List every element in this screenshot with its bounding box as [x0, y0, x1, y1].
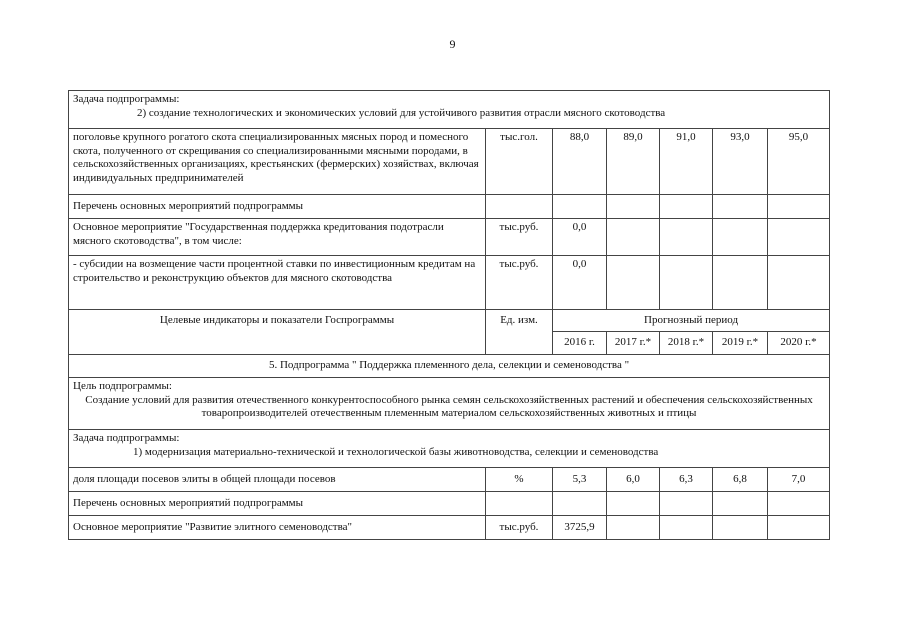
- header-row: [69, 310, 830, 332]
- goal-row: [69, 378, 830, 430]
- header-unit: Ед. изм.: [486, 310, 553, 355]
- measure-unit: тыс.руб.: [486, 516, 553, 540]
- task-row-2: [69, 430, 830, 468]
- indicator-unit: тыс.гол.: [486, 129, 553, 195]
- task-label: Задача подпрограммы:: [73, 432, 180, 444]
- measure-row-credit: [69, 219, 830, 256]
- measure-name: Основное мероприятие "Развитие элитного семеноводства": [69, 516, 486, 540]
- measure-unit: тыс.руб.: [486, 256, 553, 310]
- year-2019: 2019 г.*: [713, 332, 768, 355]
- task-text: 2) создание технологических и экономических условий для устойчивого развития отрасли мясного скотоводства: [137, 106, 666, 119]
- measures-title-row-2: [69, 492, 830, 516]
- measure-row-seed: [69, 516, 830, 540]
- indicator-row-cattle: [69, 129, 830, 195]
- indicator-unit: %: [486, 468, 553, 492]
- task-row-1: [69, 91, 830, 129]
- value-2016: 88,0: [553, 129, 607, 195]
- value-2020: 95,0: [768, 129, 830, 195]
- measures-title: Перечень основных мероприятий подпрограммы: [69, 195, 486, 219]
- task-text: 1) модернизация материально-технической и технологической базы животноводства, селекции и семеноводства: [133, 445, 659, 458]
- indicator-name: поголовье крупного рогатого скота специализированных мясных пород и помесного скота, полученного от скрещивания со специализированными мясными породами, в сельскохозяйственных организациях, крестьянских (фермерских) хозяйствах, включая индивидуальных предпринимателей: [69, 129, 486, 195]
- header-indicators: Целевые индикаторы и показатели Госпрограммы: [69, 310, 486, 355]
- value-2020: 7,0: [768, 468, 830, 492]
- measure-value: 0,0: [553, 219, 607, 256]
- subprogram-title-row: [69, 355, 830, 378]
- page-number: 9: [449, 37, 456, 51]
- measure-name: Основное мероприятие "Государственная поддержка кредитования подотрасли мясного скотоводства", в том числе:: [69, 219, 486, 256]
- subprogram-title: 5. Подпрограмма " Поддержка племенного дела, селекции и семеноводства ": [69, 355, 830, 378]
- indicator-row-elite: [69, 468, 830, 492]
- year-2018: 2018 г.*: [660, 332, 713, 355]
- goal-label: Цель подпрограммы:: [73, 380, 172, 392]
- year-2016: 2016 г.: [553, 332, 607, 355]
- year-2017: 2017 г.*: [607, 332, 660, 355]
- measure-value: 3725,9: [553, 516, 607, 540]
- value-2018: 6,3: [660, 468, 713, 492]
- value-2017: 89,0: [607, 129, 660, 195]
- measure-unit: тыс.руб.: [486, 219, 553, 256]
- measures-title-row: [69, 195, 830, 219]
- value-2016: 5,3: [553, 468, 607, 492]
- year-2020: 2020 г.*: [768, 332, 830, 355]
- value-2018: 91,0: [660, 129, 713, 195]
- program-table: [68, 90, 830, 540]
- measure-name: - субсидии на возмещение части процентной ставки по инвестиционным кредитам на строительство и реконструкцию объектов для мясного скотоводства: [69, 256, 486, 310]
- value-2019: 93,0: [713, 129, 768, 195]
- measure-row-subsidy: [69, 256, 830, 310]
- measures-title: Перечень основных мероприятий подпрограммы: [69, 492, 486, 516]
- measure-value: 0,0: [553, 256, 607, 310]
- task-label: Задача подпрограммы:: [73, 93, 180, 105]
- value-2019: 6,8: [713, 468, 768, 492]
- header-forecast: Прогнозный период: [553, 310, 830, 332]
- goal-text: Создание условий для развития отечественного конкурентоспособного рынка семян сельскохозяйственных растений и обеспечения сельскохозяйственных товаропроизводителей отечественным племенным материалом сельскохозяйственных животных и птицы: [85, 393, 813, 419]
- indicator-name: доля площади посевов элиты в общей площади посевов: [69, 468, 486, 492]
- value-2017: 6,0: [607, 468, 660, 492]
